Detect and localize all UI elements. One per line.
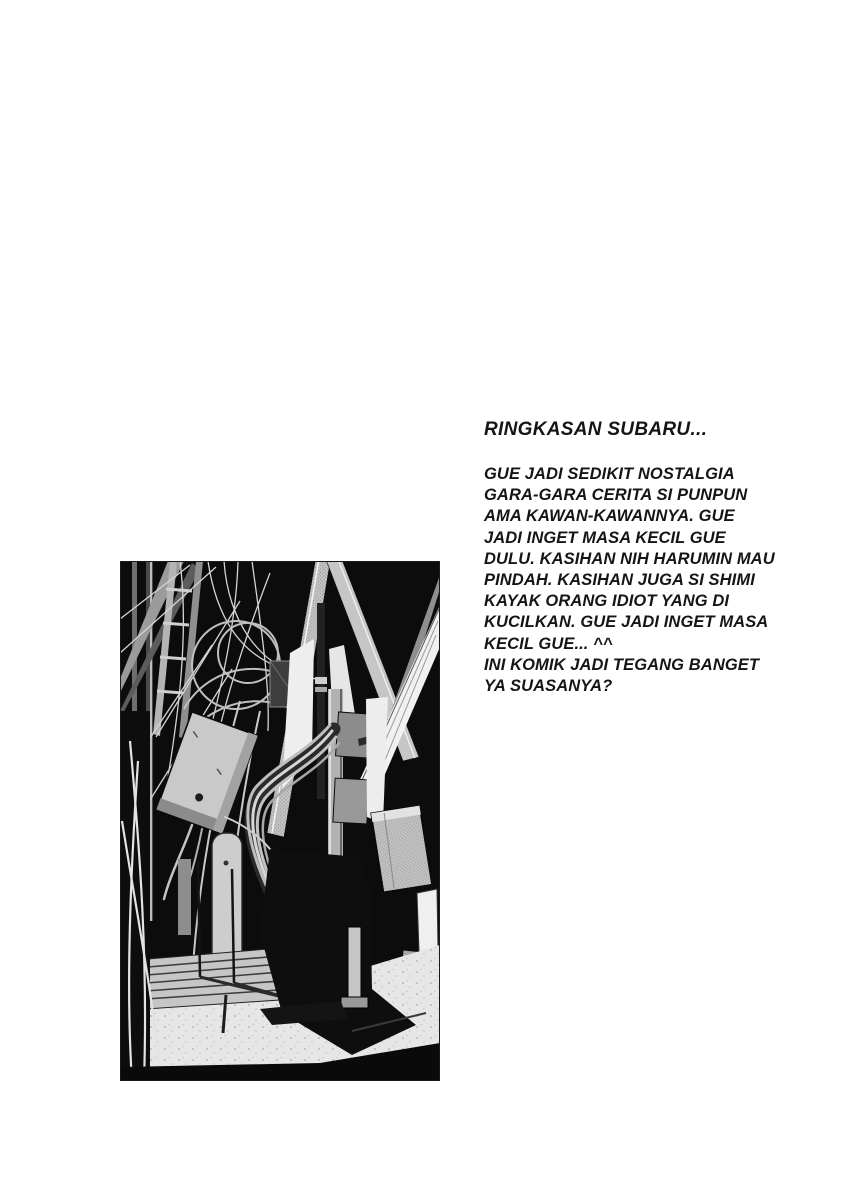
caption-line: GUE JADI SEDIKIT NOSTALGIA — [484, 465, 735, 483]
panel-illustration — [120, 561, 440, 1081]
caption-line: PINDAH. KASIHAN JUGA SI SHIMI — [484, 570, 755, 589]
caption-line: DULU. KASIHAN NIH HARUMIN MAU — [484, 549, 775, 568]
caption-line: YA SUASANYA? — [484, 676, 613, 695]
caption-line: GARA-GARA CERITA SI PUNPUN — [484, 486, 748, 505]
caption-line: INI KOMIK JADI TEGANG BANGET — [484, 655, 760, 674]
caption-title: RINGKASAN SUBARU... — [484, 419, 708, 440]
caption-body — [484, 464, 775, 697]
standing-pipe — [348, 927, 361, 999]
junction-box-pole-lower — [333, 778, 369, 824]
center-pipe — [317, 603, 325, 799]
illustration-svg — [120, 561, 440, 1081]
caption-line: AMA KAWAN-KAWANNYA. GUE — [484, 507, 735, 526]
caption-line: JADI INGET MASA KECIL GUE — [484, 528, 726, 547]
caption-line: KUCILKAN. GUE JADI INGET MASA — [484, 613, 769, 632]
junction-box-pole-upper — [336, 712, 371, 758]
caption-line: KAYAK ORANG IDIOT YANG DI — [484, 592, 730, 611]
caption-line: KECIL GUE... ^^ — [484, 634, 613, 653]
